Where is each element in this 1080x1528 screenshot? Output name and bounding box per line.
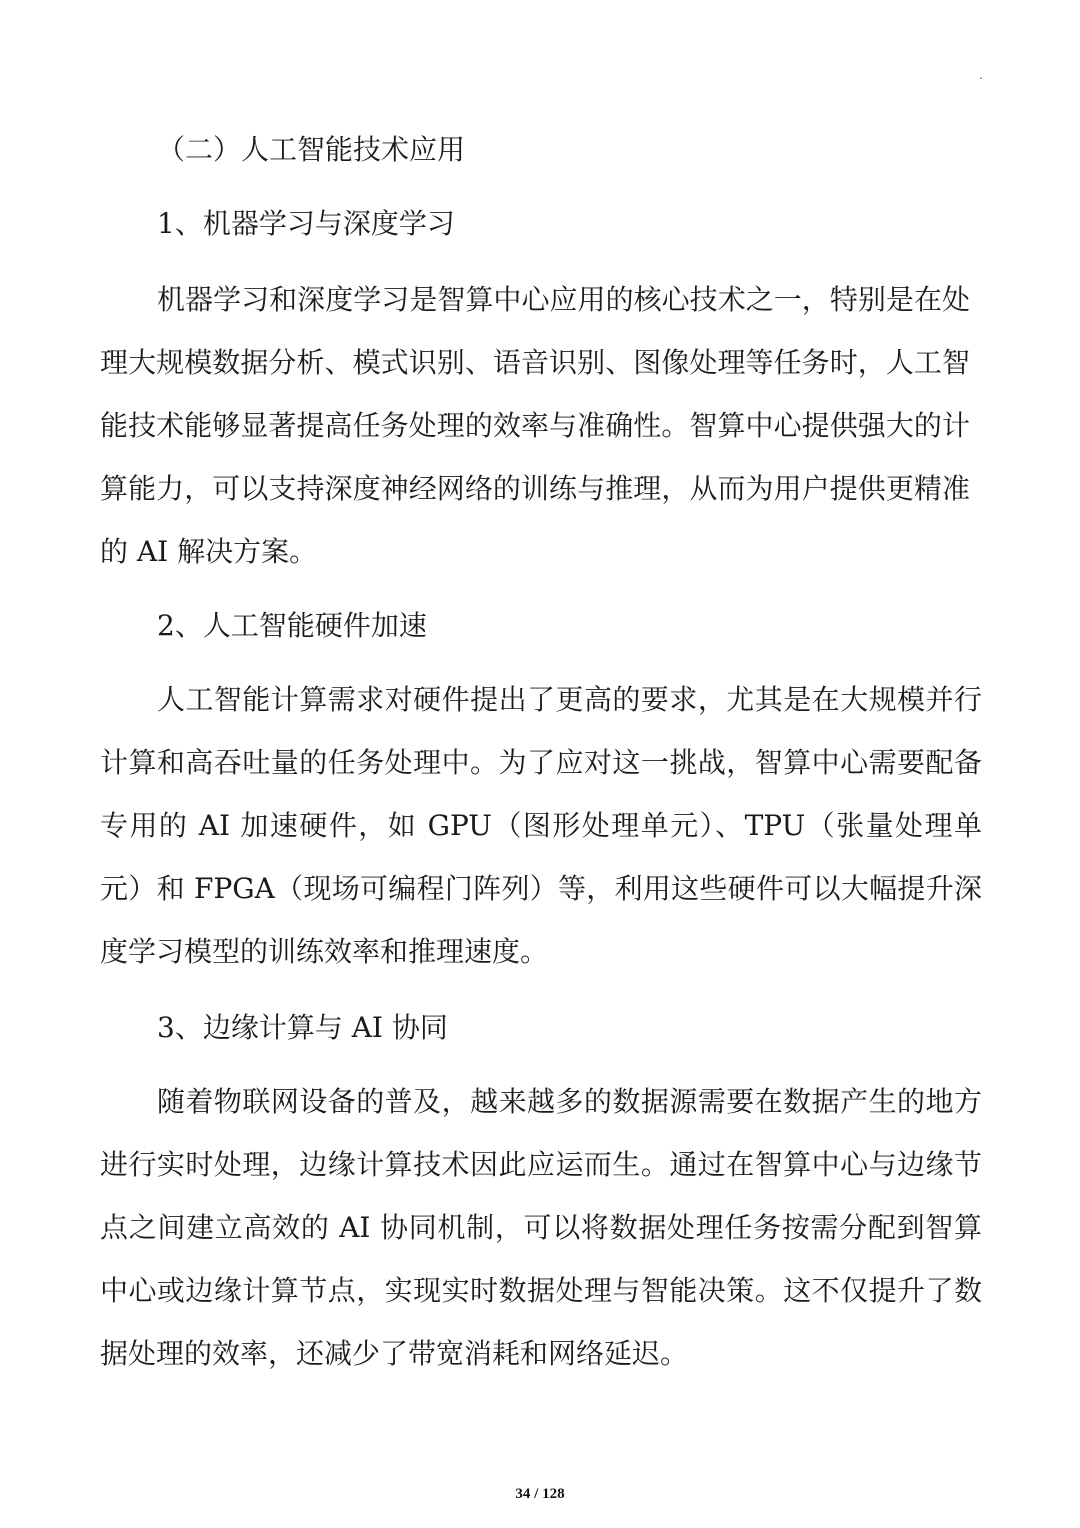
heading-machine-learning: 1、机器学习与深度学习 [157, 207, 455, 240]
section-title: （二）人工智能技术应用 [157, 133, 466, 166]
page-number: 34 / 128 [515, 1486, 565, 1502]
heading-hardware-acceleration: 2、人工智能硬件加速 [157, 609, 427, 642]
paragraph-hardware-acceleration: 人工智能计算需求对硬件提出了更高的要求，尤其是在大规模并行计算和高吞吐量的任务处理中。为了应对这一挑战，智算中心需要配备专用的 AI 加速硬件，如 GPU（图形处理单元）、TPU（张量处理单元）和 FPGA（现场可编程门阵列）等，利用这些硬件可以大幅提升深度学习模型的训练效率和推理速度。 [100, 683, 982, 968]
heading-edge-computing: 3、边缘计算与 AI 协同 [157, 1011, 448, 1044]
paragraph-machine-learning: 机器学习和深度学习是智算中心应用的核心技术之一，特别是在处理大规模数据分析、模式识别、语音识别、图像处理等任务时，人工智能技术能够显著提高任务处理的效率与准确性。智算中心提供强大的计算能力，可以支持深度神经网络的训练与推理，从而为用户提供更精准的 AI 解决方案。 [100, 283, 970, 568]
paragraph-edge-computing: 随着物联网设备的普及，越来越多的数据源需要在数据产生的地方进行实时处理，边缘计算技术因此应运而生。通过在智算中心与边缘节点之间建立高效的 AI 协同机制，可以将数据处理任务按需分配到智算中心或边缘计算节点，实现实时数据处理与智能决策。这不仅提升了数据处理的效率，还减少了带宽消耗和网络延迟。 [100, 1085, 982, 1370]
page-corner-mark: · [979, 71, 983, 85]
